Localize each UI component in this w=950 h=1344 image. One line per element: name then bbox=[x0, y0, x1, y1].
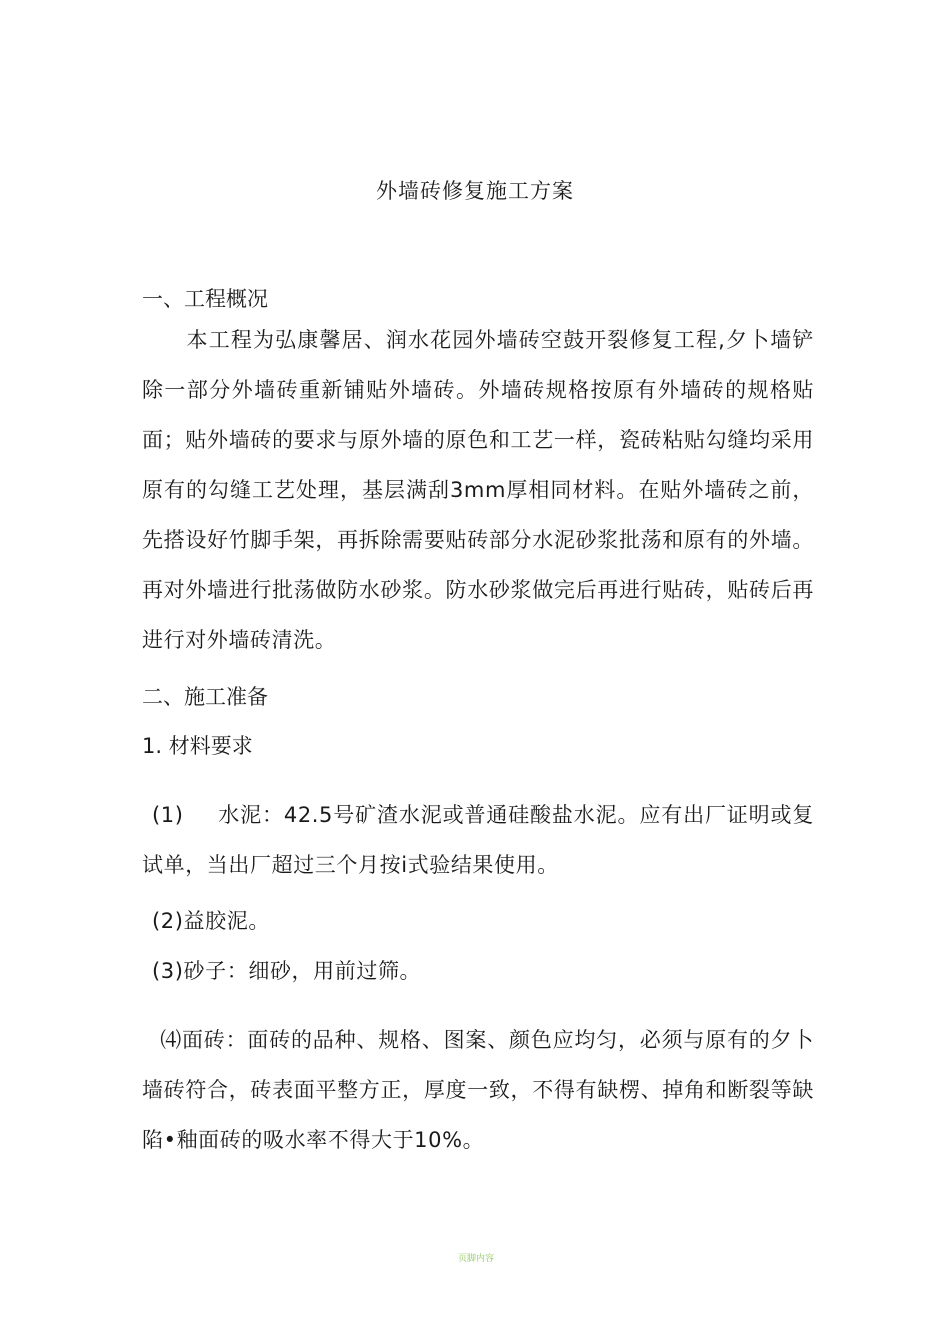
list-item-cement bbox=[142, 790, 814, 890]
list-item-cement-label: (1) bbox=[152, 803, 184, 827]
overview-paragraph bbox=[142, 315, 814, 665]
page-footer: 页脚内容 bbox=[458, 1254, 495, 1264]
list-item-adhesive-mortar: (2)益胶泥。 bbox=[152, 909, 270, 933]
list-item-tiles bbox=[142, 1015, 814, 1165]
document-title: 外墙砖修复施工方案 bbox=[376, 179, 574, 203]
section-heading-overview: 一、工程概况 bbox=[142, 287, 268, 311]
list-item-sand: (3)砂子：细砂，用前过筛。 bbox=[152, 959, 422, 983]
overview-text: 本工程为弘康馨居、润水花园外墙砖空鼓开裂修复工程,夕卜墙铲除一部分外墙砖重新铺贴外墙砖。外墙砖规格按原有外墙砖的规格贴面；贴外墙砖的要求与原外墙的原色和工艺一样，瓷砖粘贴勾缝均采用原有的勾缝工艺处理，基层满刮3mm厚相同材料。在贴外墙砖之前，先搭设好竹脚手架，再拆除需要贴砖部分水泥砂浆批荡和原有的外墙。再对外墙进行批荡做防水砂浆。防水砂浆做完后再进行贴砖，贴砖后再进行对外墙砖清洗。 bbox=[142, 328, 814, 652]
list-item-tiles-text: ⑷面砖：面砖的品种、规格、图案、颜色应均匀，必须与原有的夕卜墙砖符合，砖表面平整方正，厚度一致，不得有缺楞、掉角和断裂等缺陷•釉面砖的吸水率不得大于10%。 bbox=[142, 1028, 814, 1152]
subheading-material-requirements: 1. 材料要求 bbox=[142, 734, 253, 758]
section-heading-preparation: 二、施工准备 bbox=[142, 685, 268, 709]
list-item-cement-text: 水泥：42.5号矿渣水泥或普通硅酸盐水泥。应有出厂证明或复试单，当出厂超过三个月按i式验结果使用。 bbox=[142, 803, 814, 877]
